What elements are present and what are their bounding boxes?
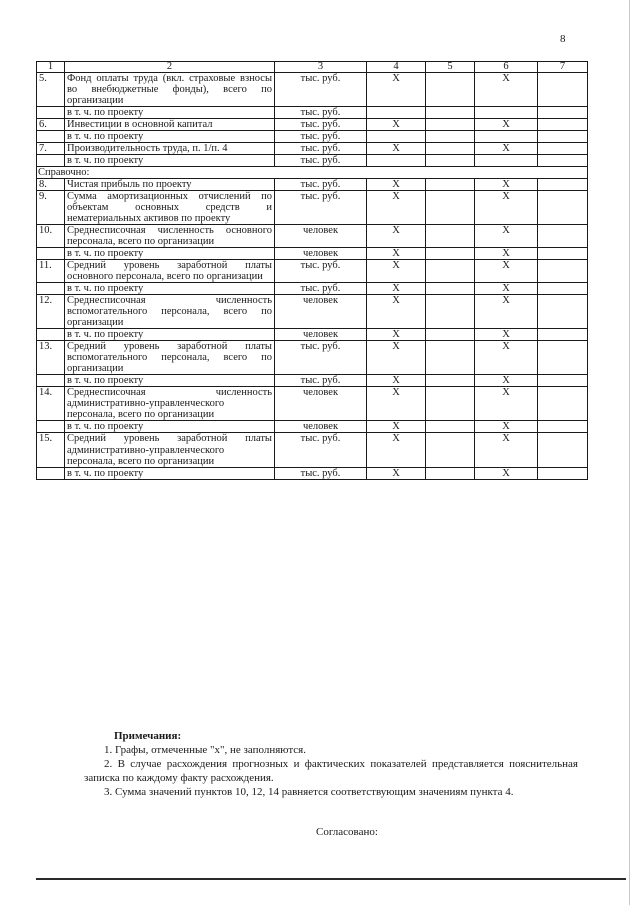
column-5-value xyxy=(426,73,475,107)
table-row xyxy=(37,131,588,143)
unit-of-measure: человек xyxy=(275,421,367,433)
column-4-value: X xyxy=(367,433,426,467)
unit-of-measure: тыс. руб. xyxy=(275,467,367,479)
column-7-value xyxy=(538,283,588,295)
table-row xyxy=(37,433,588,467)
column-7-value xyxy=(538,119,588,131)
indicator-name: Чистая прибыль по проекту xyxy=(65,179,275,191)
row-number xyxy=(37,283,65,295)
column-6-value: X xyxy=(475,467,538,479)
unit-of-measure: тыс. руб. xyxy=(275,375,367,387)
column-5-value xyxy=(426,155,475,167)
indicator-name: в т. ч. по проекту xyxy=(65,131,275,143)
column-5-value xyxy=(426,179,475,191)
unit-of-measure: тыс. руб. xyxy=(275,433,367,467)
column-5-value xyxy=(426,119,475,131)
column-7-value xyxy=(538,73,588,107)
column-7-value xyxy=(538,131,588,143)
column-4-value: X xyxy=(367,329,426,341)
column-7-value xyxy=(538,329,588,341)
indicator-name: Средний уровень заработной платы основного персонала, всего по организации xyxy=(65,260,275,283)
column-4-value: X xyxy=(367,387,426,421)
column-6-value: X xyxy=(475,119,538,131)
row-number: 9. xyxy=(37,191,65,225)
column-6-value: X xyxy=(475,73,538,107)
table-row xyxy=(37,421,588,433)
unit-of-measure: тыс. руб. xyxy=(275,73,367,107)
unit-of-measure: человек xyxy=(275,387,367,421)
row-number: 14. xyxy=(37,387,65,421)
column-number: 1 xyxy=(37,62,65,73)
column-4-value: X xyxy=(367,283,426,295)
column-4-value: X xyxy=(367,341,426,375)
column-5-value xyxy=(426,143,475,155)
column-5-value xyxy=(426,295,475,329)
note-item: 3. Сумма значений пунктов 10, 12, 14 равняется соответствующим значениям пункта 4. xyxy=(104,786,514,798)
table-row xyxy=(37,119,588,131)
column-6-value: X xyxy=(475,260,538,283)
unit-of-measure: человек xyxy=(275,248,367,260)
column-6-value: X xyxy=(475,283,538,295)
indicator-name: в т. ч. по проекту xyxy=(65,329,275,341)
note-item: 1. Графы, отмеченные "х", не заполняются. xyxy=(104,744,306,756)
column-5-value xyxy=(426,387,475,421)
row-number: 13. xyxy=(37,341,65,375)
section-label: Справочно: xyxy=(37,167,588,179)
column-7-value xyxy=(538,260,588,283)
column-number: 3 xyxy=(275,62,367,73)
table-row xyxy=(37,295,588,329)
column-7-value xyxy=(538,375,588,387)
column-6-value: X xyxy=(475,295,538,329)
column-7-value xyxy=(538,248,588,260)
column-6-value: X xyxy=(475,433,538,467)
row-number xyxy=(37,375,65,387)
unit-of-measure: тыс. руб. xyxy=(275,179,367,191)
table-row xyxy=(37,143,588,155)
column-7-value xyxy=(538,225,588,248)
unit-of-measure: человек xyxy=(275,295,367,329)
indicator-name: в т. ч. по проекту xyxy=(65,155,275,167)
unit-of-measure: человек xyxy=(275,225,367,248)
column-6-value: X xyxy=(475,341,538,375)
notes-block xyxy=(84,729,578,799)
unit-of-measure: тыс. руб. xyxy=(275,107,367,119)
column-7-value xyxy=(538,179,588,191)
table-row xyxy=(37,225,588,248)
column-4-value: X xyxy=(367,225,426,248)
table-row xyxy=(37,155,588,167)
column-7-value xyxy=(538,143,588,155)
table-row xyxy=(37,375,588,387)
column-5-value xyxy=(426,131,475,143)
column-6-value: X xyxy=(475,329,538,341)
section-row xyxy=(37,167,588,179)
unit-of-measure: человек xyxy=(275,329,367,341)
column-number: 4 xyxy=(367,62,426,73)
column-4-value: X xyxy=(367,260,426,283)
unit-of-measure: тыс. руб. xyxy=(275,341,367,375)
table-row xyxy=(37,260,588,283)
unit-of-measure: тыс. руб. xyxy=(275,191,367,225)
column-4-value: X xyxy=(367,143,426,155)
column-7-value xyxy=(538,467,588,479)
indicator-name: в т. ч. по проекту xyxy=(65,375,275,387)
note-item: 2. В случае расхождения прогнозных и фактических показателей представляется пояснительная записка по каждому факту расхождения. xyxy=(84,758,578,784)
column-number: 6 xyxy=(475,62,538,73)
column-5-value xyxy=(426,375,475,387)
indicator-name: Инвестиции в основной капитал xyxy=(65,119,275,131)
indicator-name: Производительность труда, п. 1/п. 4 xyxy=(65,143,275,155)
column-number: 5 xyxy=(426,62,475,73)
column-4-value: X xyxy=(367,179,426,191)
bottom-divider xyxy=(36,878,626,880)
row-number xyxy=(37,131,65,143)
table-row xyxy=(37,107,588,119)
row-number: 8. xyxy=(37,179,65,191)
row-number xyxy=(37,248,65,260)
indicator-name: Фонд оплаты труда (вкл. страховые взносы во внебюджетные фонды), всего по организации xyxy=(65,73,275,107)
column-7-value xyxy=(538,387,588,421)
unit-of-measure: тыс. руб. xyxy=(275,283,367,295)
column-6-value: X xyxy=(475,179,538,191)
indicator-name: в т. ч. по проекту xyxy=(65,248,275,260)
column-5-value xyxy=(426,283,475,295)
indicator-name: Средний уровень заработной платы вспомогательного персонала, всего по организации xyxy=(65,341,275,375)
column-6-value: X xyxy=(475,225,538,248)
column-4-value xyxy=(367,155,426,167)
indicator-name: в т. ч. по проекту xyxy=(65,107,275,119)
table-row xyxy=(37,191,588,225)
row-number: 5. xyxy=(37,73,65,107)
column-7-value xyxy=(538,191,588,225)
row-number: 12. xyxy=(37,295,65,329)
indicators-table xyxy=(36,61,588,480)
row-number xyxy=(37,155,65,167)
column-5-value xyxy=(426,260,475,283)
table-header-row xyxy=(37,62,588,73)
column-6-value: X xyxy=(475,375,538,387)
table-row xyxy=(37,248,588,260)
indicator-name: в т. ч. по проекту xyxy=(65,421,275,433)
indicator-name: Среднесписочная численность вспомогательного персонала, всего по организации xyxy=(65,295,275,329)
indicator-name: Среднесписочная численность основного персонала, всего по организации xyxy=(65,225,275,248)
unit-of-measure: тыс. руб. xyxy=(275,119,367,131)
column-5-value xyxy=(426,341,475,375)
column-5-value xyxy=(426,329,475,341)
indicator-name: в т. ч. по проекту xyxy=(65,283,275,295)
table-row xyxy=(37,387,588,421)
column-7-value xyxy=(538,433,588,467)
column-7-value xyxy=(538,421,588,433)
column-number: 7 xyxy=(538,62,588,73)
column-6-value: X xyxy=(475,387,538,421)
indicator-name: Среднесписочная численность административно-управленческого персонала, всего по организации xyxy=(65,387,275,421)
column-4-value: X xyxy=(367,295,426,329)
column-6-value: X xyxy=(475,191,538,225)
column-4-value: X xyxy=(367,421,426,433)
unit-of-measure: тыс. руб. xyxy=(275,155,367,167)
row-number: 11. xyxy=(37,260,65,283)
row-number: 6. xyxy=(37,119,65,131)
unit-of-measure: тыс. руб. xyxy=(275,260,367,283)
row-number: 10. xyxy=(37,225,65,248)
column-6-value xyxy=(475,107,538,119)
notes-title: Примечания: xyxy=(114,730,182,742)
column-6-value xyxy=(475,131,538,143)
unit-of-measure: тыс. руб. xyxy=(275,143,367,155)
column-6-value xyxy=(475,155,538,167)
row-number: 15. xyxy=(37,433,65,467)
column-7-value xyxy=(538,341,588,375)
column-6-value: X xyxy=(475,421,538,433)
column-4-value: X xyxy=(367,248,426,260)
table-row xyxy=(37,283,588,295)
column-4-value: X xyxy=(367,119,426,131)
row-number: 7. xyxy=(37,143,65,155)
column-7-value xyxy=(538,295,588,329)
column-4-value: X xyxy=(367,191,426,225)
column-5-value xyxy=(426,467,475,479)
column-5-value xyxy=(426,191,475,225)
table-row xyxy=(37,73,588,107)
column-5-value xyxy=(426,421,475,433)
column-7-value xyxy=(538,107,588,119)
column-4-value: X xyxy=(367,375,426,387)
row-number xyxy=(37,467,65,479)
column-5-value xyxy=(426,248,475,260)
row-number xyxy=(37,329,65,341)
row-number xyxy=(37,107,65,119)
column-4-value xyxy=(367,131,426,143)
column-number: 2 xyxy=(65,62,275,73)
table-row xyxy=(37,329,588,341)
column-4-value: X xyxy=(367,73,426,107)
column-5-value xyxy=(426,107,475,119)
column-7-value xyxy=(538,155,588,167)
column-4-value: X xyxy=(367,467,426,479)
scan-edge xyxy=(629,0,630,905)
column-5-value xyxy=(426,225,475,248)
page-number: 8 xyxy=(560,33,566,45)
table-row xyxy=(37,341,588,375)
row-number xyxy=(37,421,65,433)
table-row xyxy=(37,467,588,479)
column-4-value xyxy=(367,107,426,119)
indicator-name: в т. ч. по проекту xyxy=(65,467,275,479)
table-row xyxy=(37,179,588,191)
agreed-label: Согласовано: xyxy=(316,826,378,838)
column-5-value xyxy=(426,433,475,467)
column-6-value: X xyxy=(475,143,538,155)
indicator-name: Сумма амортизационных отчислений по объектам основных средств и нематериальных активов по проекту xyxy=(65,191,275,225)
indicator-name: Средний уровень заработной платы административно-управленческого персонала, всего по организации xyxy=(65,433,275,467)
column-6-value: X xyxy=(475,248,538,260)
unit-of-measure: тыс. руб. xyxy=(275,131,367,143)
